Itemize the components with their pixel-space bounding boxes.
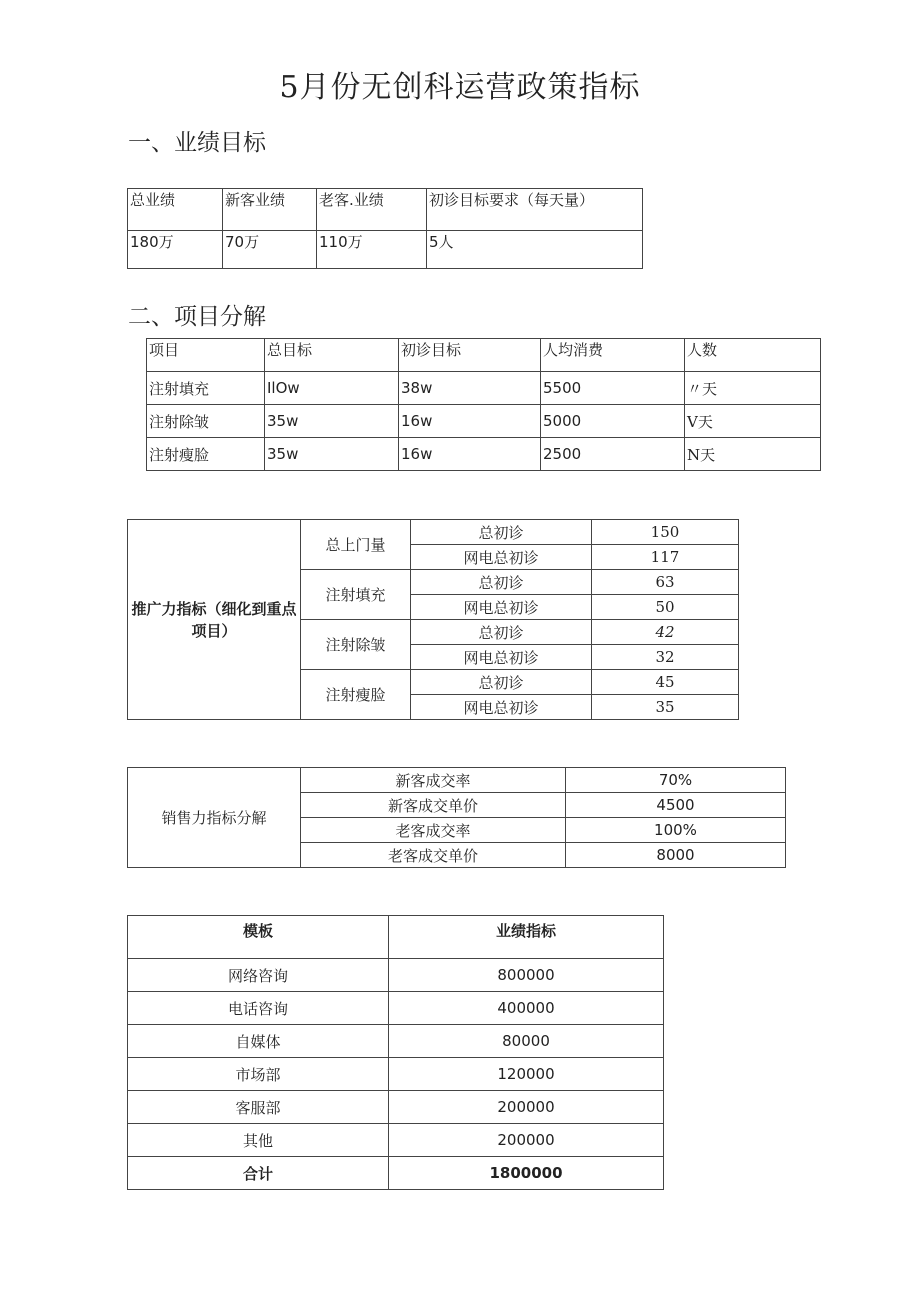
template-performance-table — [127, 915, 664, 1190]
cell-people: 〃天 — [685, 372, 821, 405]
table-row — [128, 1091, 664, 1124]
metric-label: 网电总初诊 — [411, 545, 592, 570]
metric-value: 50 — [592, 595, 739, 620]
header-new: 新客业绩 — [223, 189, 317, 231]
cell-total: 35w — [265, 438, 399, 471]
value-old: 110万 — [317, 231, 427, 269]
header-kpi: 业绩指标 — [389, 916, 664, 959]
table-row — [128, 1058, 664, 1091]
cell-project: 注射填充 — [147, 372, 265, 405]
performance-target-table — [127, 188, 643, 269]
metric-label: 新客成交单价 — [301, 793, 566, 818]
cell-template: 网络咨询 — [128, 959, 389, 992]
group-name: 注射瘦脸 — [301, 670, 411, 720]
cell-template: 电话咨询 — [128, 992, 389, 1025]
cell-template: 市场部 — [128, 1058, 389, 1091]
metric-value: 32 — [592, 645, 739, 670]
cell-people: N天 — [685, 438, 821, 471]
cell-kpi: 200000 — [389, 1091, 664, 1124]
table-row — [128, 1124, 664, 1157]
metric-label: 新客成交率 — [301, 768, 566, 793]
metric-label: 网电总初诊 — [411, 645, 592, 670]
project-breakdown-table — [146, 338, 821, 471]
cell-kpi: 200000 — [389, 1124, 664, 1157]
metric-value: 150 — [592, 520, 739, 545]
group-name: 总上门量 — [301, 520, 411, 570]
page-title: 5月份无创科运营政策指标 — [279, 70, 641, 105]
cell-kpi: 400000 — [389, 992, 664, 1025]
promotion-metrics-table — [127, 519, 739, 720]
metric-value: 100% — [566, 818, 786, 843]
header-first-visit: 初诊目标要求（每天量） — [427, 189, 643, 231]
cell-spend: 2500 — [541, 438, 685, 471]
cell-kpi: 120000 — [389, 1058, 664, 1091]
col-avg-spend: 人均消费 — [541, 339, 685, 372]
value-new: 70万 — [223, 231, 317, 269]
cell-spend: 5500 — [541, 372, 685, 405]
header-old: 老客.业绩 — [317, 189, 427, 231]
value-first-visit: 5人 — [427, 231, 643, 269]
cell-people: V天 — [685, 405, 821, 438]
table-row — [147, 372, 821, 405]
table-row — [128, 1025, 664, 1058]
cell-kpi: 80000 — [389, 1025, 664, 1058]
group-name: 注射填充 — [301, 570, 411, 620]
metric-label: 总初诊 — [411, 570, 592, 595]
section1-heading: 一、业绩目标 — [128, 130, 266, 156]
cell-spend: 5000 — [541, 405, 685, 438]
sales-label: 销售力指标分解 — [128, 768, 301, 868]
cell-first: 16w — [399, 405, 541, 438]
col-total-target: 总目标 — [265, 339, 399, 372]
col-first-visit-target: 初诊目标 — [399, 339, 541, 372]
col-people: 人数 — [685, 339, 821, 372]
value-total: 180万 — [128, 231, 223, 269]
metric-label: 网电总初诊 — [411, 695, 592, 720]
metric-value: 8000 — [566, 843, 786, 868]
total-value: 1800000 — [389, 1157, 664, 1190]
cell-project: 注射除皱 — [147, 405, 265, 438]
section2-heading: 二、项目分解 — [128, 304, 266, 330]
metric-value: 70% — [566, 768, 786, 793]
total-row — [128, 1157, 664, 1190]
cell-kpi: 800000 — [389, 959, 664, 992]
cell-template: 其他 — [128, 1124, 389, 1157]
table-row — [147, 438, 821, 471]
table-row — [147, 405, 821, 438]
metric-value: 35 — [592, 695, 739, 720]
cell-total: 35w — [265, 405, 399, 438]
metric-value: 117 — [592, 545, 739, 570]
group-name: 注射除皱 — [301, 620, 411, 670]
metric-label: 总初诊 — [411, 670, 592, 695]
cell-first: 16w — [399, 438, 541, 471]
cell-template: 客服部 — [128, 1091, 389, 1124]
metric-value: 45 — [592, 670, 739, 695]
header-template: 模板 — [128, 916, 389, 959]
metric-value: 42 — [592, 620, 739, 645]
metric-value: 63 — [592, 570, 739, 595]
col-project: 项目 — [147, 339, 265, 372]
metric-label: 总初诊 — [411, 520, 592, 545]
cell-project: 注射瘦脸 — [147, 438, 265, 471]
metric-label: 老客成交单价 — [301, 843, 566, 868]
cell-total: IlOw — [265, 372, 399, 405]
table-row — [128, 959, 664, 992]
metric-label: 网电总初诊 — [411, 595, 592, 620]
metric-label: 老客成交率 — [301, 818, 566, 843]
metric-label: 总初诊 — [411, 620, 592, 645]
sales-metrics-table — [127, 767, 786, 868]
cell-first: 38w — [399, 372, 541, 405]
metric-value: 4500 — [566, 793, 786, 818]
promotion-label: 推广力指标（细化到重点项目） — [128, 520, 301, 720]
total-label: 合计 — [128, 1157, 389, 1190]
header-total: 总业绩 — [128, 189, 223, 231]
cell-template: 自媒体 — [128, 1025, 389, 1058]
table-row — [128, 992, 664, 1025]
